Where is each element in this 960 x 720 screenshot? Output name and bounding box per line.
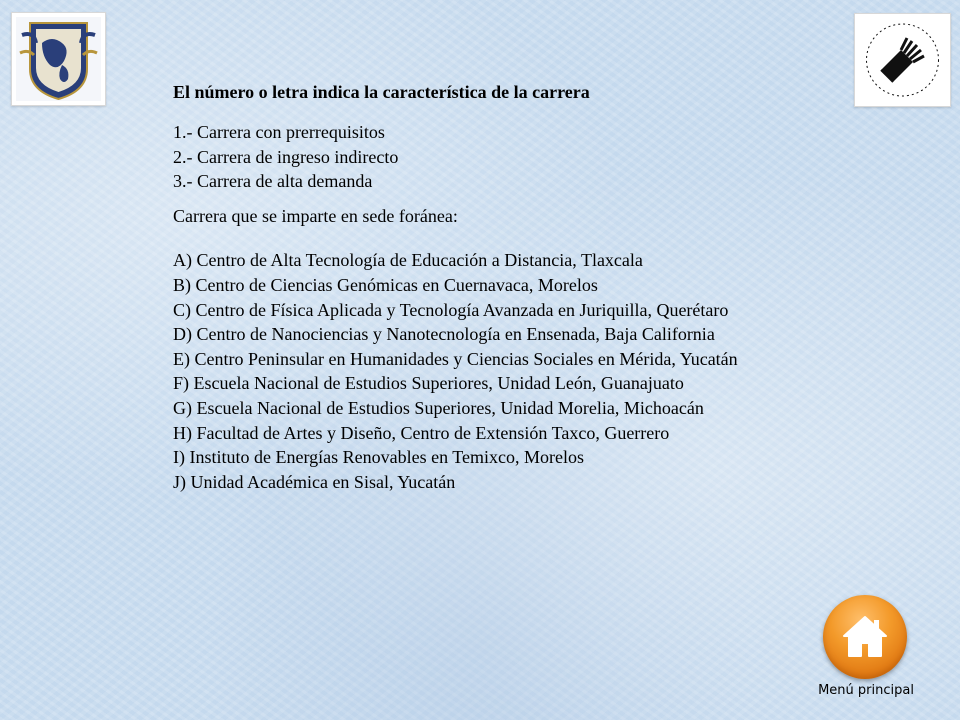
sedes-list [173,248,893,494]
list-item: A) Centro de Alta Tecnología de Educación a Distancia, Tlaxcala [173,250,643,271]
list-item: B) Centro de Ciencias Genómicas en Cuernavaca, Morelos [173,274,598,295]
page-heading: El número o letra indica la característica de la carrera [173,82,590,102]
list-item: C) Centro de Física Aplicada y Tecnología Avanzada en Juriquilla, Querétaro [173,299,729,320]
main-content [173,80,893,494]
unam-logo [11,12,106,106]
home-icon [840,611,890,661]
list-item: I) Instituto de Energías Renovables en Temixco, Morelos [173,447,584,468]
list-item: E) Centro Peninsular en Humanidades y Ciencias Sociales en Mérida, Yucatán [173,348,738,369]
list-item: D) Centro de Nanociencias y Nanotecnología en Ensenada, Baja California [173,324,715,345]
sede-title: Carrera que se imparte en sede foránea: [173,205,458,226]
list-item: F) Escuela Nacional de Estudios Superiores, Unidad León, Guanajuato [173,373,684,394]
list-item: 3.- Carrera de alta demanda [173,171,373,192]
home-button-label[interactable]: Menú principal [818,683,914,698]
list-item: 1.- Carrera con prerrequisitos [173,122,385,142]
list-item: 2.- Carrera de ingreso indirecto [173,146,399,167]
home-button[interactable] [823,595,907,679]
list-item: J) Unidad Académica en Sisal, Yucatán [173,471,456,492]
characteristics-list [173,120,893,194]
list-item: G) Escuela Nacional de Estudios Superiores, Unidad Morelia, Michoacán [173,397,704,418]
unam-shield-icon [12,13,105,105]
list-item: H) Facultad de Artes y Diseño, Centro de Extensión Taxco, Guerrero [173,422,670,443]
